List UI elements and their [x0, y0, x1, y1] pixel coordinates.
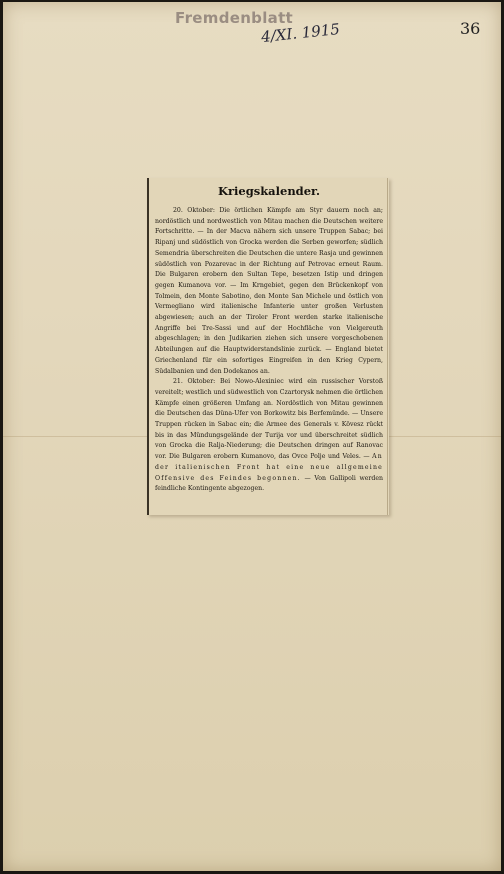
- article-paragraph-oct-21: [155, 377, 383, 495]
- article-title: Kriegskalender.: [217, 184, 321, 198]
- paragraph-text-end: — Von Gallipoli werden feindliche Kontingente abgezogen.: [155, 474, 383, 493]
- clipping-edge: [387, 178, 388, 515]
- article-paragraph-oct-20: 20. Oktober: Die örtlichen Kämpfe am Styr dauern noch an; nordöstlich und nordwestlich von Mitau machen die Deutschen weitere Fortschritte. — In der Macva nähern sich unsere Truppen Sabac; bei Ripanj und südöstlich von Grocka werden die Serben geworfen; südlich Semendria überschreiten die Deutschen die untere Rasja und gewinnen südöstlich von Pozarevac in der Richtung auf Petrovac erneut Raum. Die Bulgaren erobern den Sultan Tepe, besetzen Istip und dringen gegen Kumanova vor. — Im Krngebiet, gegen den Brückenkopf von Tolmein, den Monte Sabotino, den Monte San Michele und östlich von Vermegliano wird italienische Infanterie unter großen Verlusten abgewiesen; auch an der Tiroler Front werden starke italienische Angriffe bei Tre-Sassi und auf der Hochfläche von Vielgereuth abgeschlagen; in den Judikarien ziehen sich unsere vorgeschobenen Abteilungen auf die Hauptwiderstandslinie zurück. — England bietet Griechenland für ein sofortiges Eingreifen in den Krieg Cypern, Südalbanien und den Dodekanos an.: [155, 207, 383, 375]
- paragraph-text: 21. Oktober: Bei Nowo-Alexiniec wird ein russischer Vorstoß vereitelt; westlich und südwestlich von Czartorysk nehmen die örtlichen Kämpfe einen größeren Umfang an. Nordöstlich von Mitau gewinnen die Deutschen das Düna-Ufer von Borkowitz bis Berfemünde. — Unsere Truppen rücken in Sabac ein; die Armee des Generals v. Kövesz rückt bis in das Mündungsgelände der Turija vor und überschreitet südlich von Grocka die Ralja-Niederung; die Deutschen dringen auf Ranovac vor. Die Bulgaren erobern Kumanovo, das Ovce Polje und Veles. —: [155, 378, 383, 461]
- newspaper-clipping: [147, 178, 389, 515]
- handwritten-date: 4/XI. 1915: [260, 19, 341, 47]
- newspaper-stamp: Fremdenblatt: [175, 9, 294, 27]
- page-number: 36: [460, 19, 481, 38]
- article-body: [155, 206, 383, 495]
- spaced-emphasis-text: An der italienischen Front hat eine neue allgemeine Offensive des Feindes begonnen.: [155, 453, 383, 482]
